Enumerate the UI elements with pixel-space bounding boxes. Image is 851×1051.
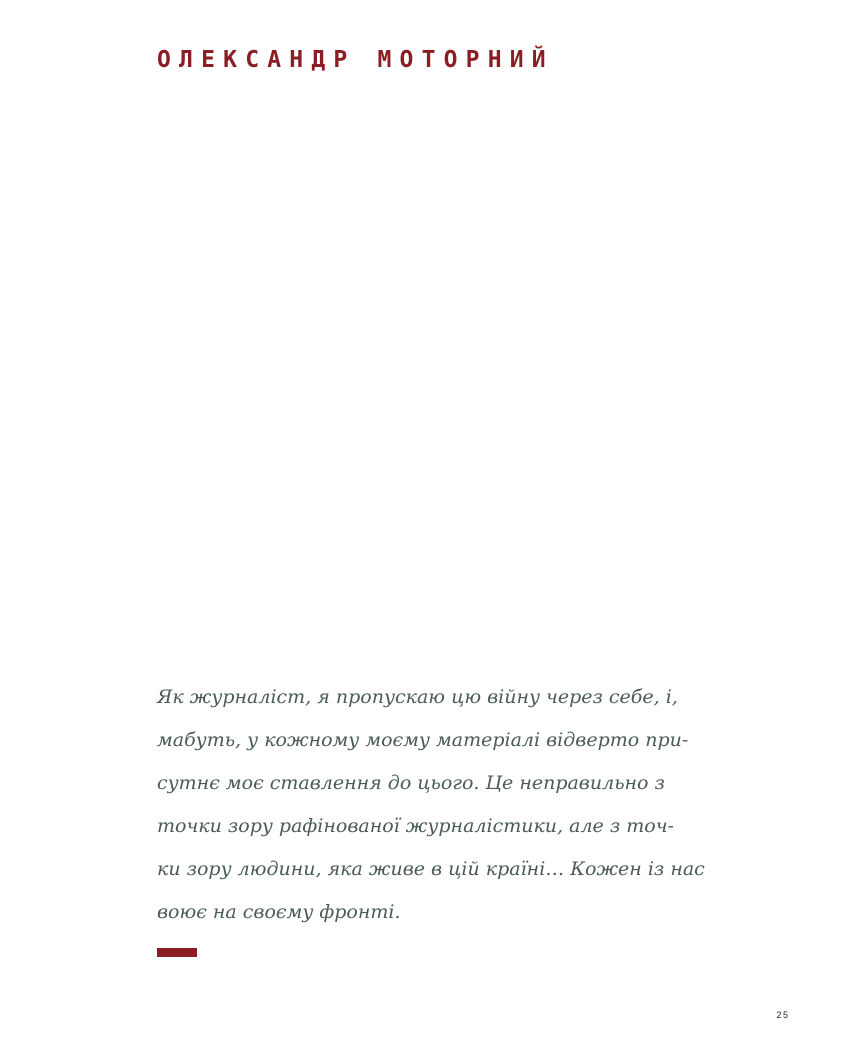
quote-line: точки зору рафінованої журналістики, але з точ- [157, 815, 674, 837]
author-name-heading: ОЛЕКСАНДР МОТОРНИЙ [157, 47, 554, 73]
page-number: 25 [776, 1010, 790, 1020]
quote-line: Як журналіст, я пропускаю цю війну через себе, і, [157, 686, 678, 708]
quote-line: воює на своєму фронті. [157, 901, 401, 923]
quote-block [157, 676, 717, 934]
quote-line: сутнє моє ставлення до цього. Це неправильно з [157, 772, 665, 794]
quote-line: мабуть, у кожному моєму матеріалі відверто при- [157, 729, 689, 751]
quote-line: ки зору людини, яка живе в цій країні… Кожен із нас [157, 858, 705, 880]
accent-bar-divider [157, 948, 197, 957]
